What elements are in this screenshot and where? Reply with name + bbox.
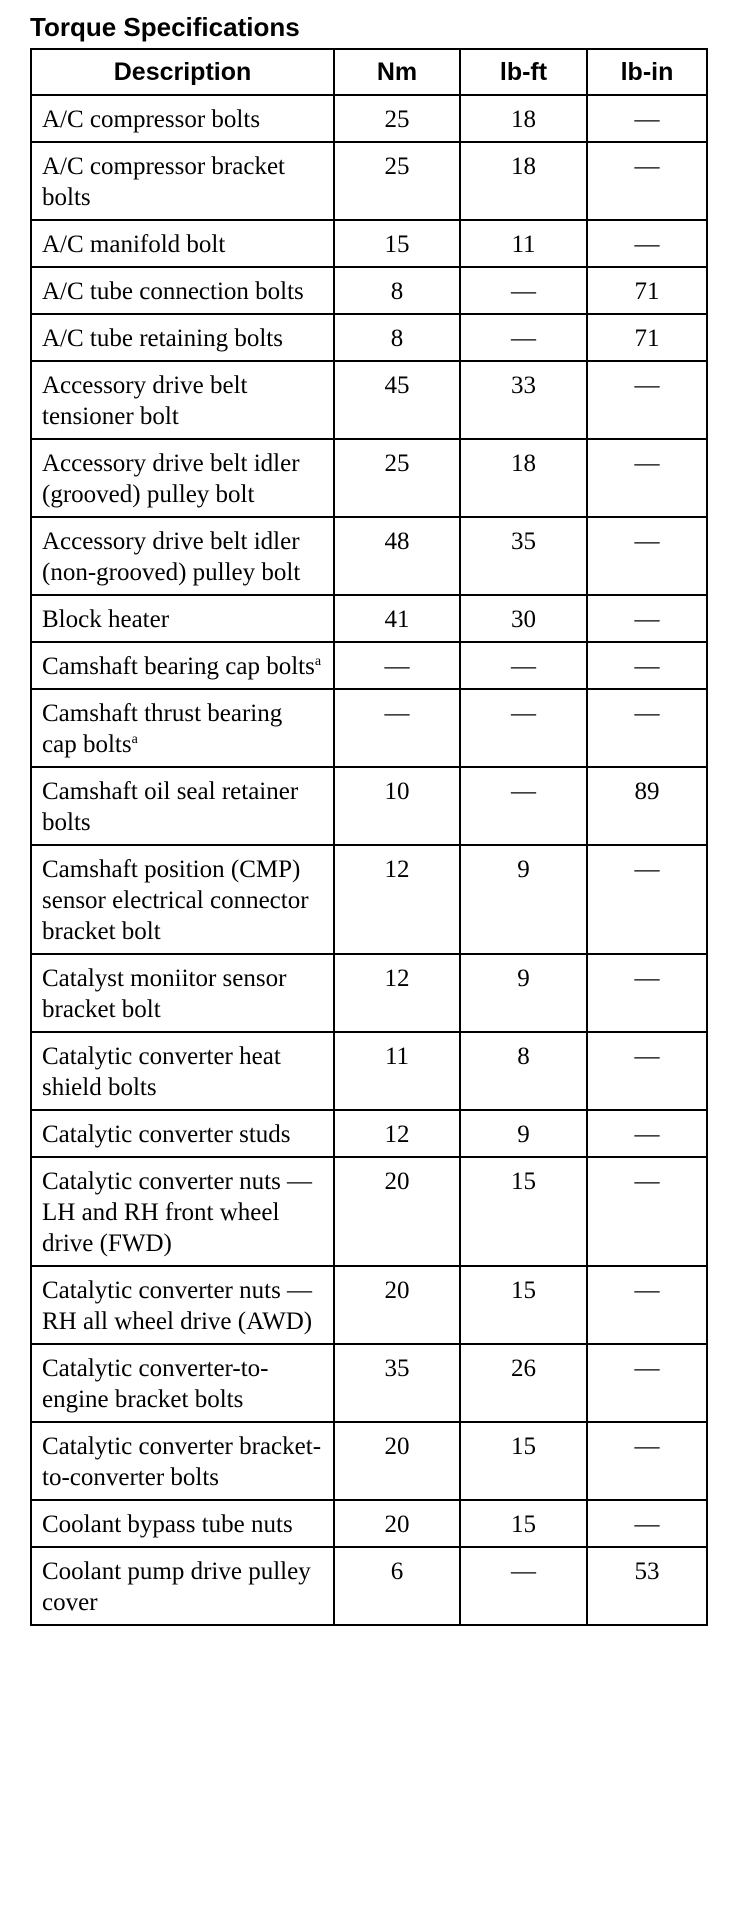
cell-nm: 25 — [334, 95, 460, 142]
cell-lbft: — — [460, 1547, 587, 1625]
table-row — [31, 1110, 707, 1157]
cell-lbin: — — [587, 1157, 707, 1266]
description-text: Catalytic converter nuts — LH and RH front wheel drive (FWD) — [42, 1168, 313, 1257]
cell-nm: 12 — [334, 1110, 460, 1157]
table-row — [31, 361, 707, 439]
column-header-lbin: lb-in — [587, 49, 707, 95]
cell-nm: 35 — [334, 1344, 460, 1422]
description-text: Accessory drive belt tensioner bolt — [42, 372, 248, 430]
cell-nm: 20 — [334, 1157, 460, 1266]
cell-description — [31, 1157, 334, 1266]
table-row — [31, 517, 707, 595]
cell-lbin: — — [587, 595, 707, 642]
cell-lbft: 9 — [460, 845, 587, 954]
table-row — [31, 314, 707, 361]
cell-description — [31, 439, 334, 517]
description-text: Camshaft bearing cap bolts — [42, 653, 315, 680]
table-row — [31, 767, 707, 845]
cell-lbft: 8 — [460, 1032, 587, 1110]
description-text: Catalyst moniitor sensor bracket bolt — [42, 965, 287, 1023]
cell-lbft: 15 — [460, 1500, 587, 1547]
description-text: A/C compressor bracket bolts — [42, 153, 285, 211]
document — [30, 10, 706, 1626]
table-row — [31, 1422, 707, 1500]
cell-lbin: — — [587, 517, 707, 595]
column-header-lbft: lb-ft — [460, 49, 587, 95]
description-text: Camshaft oil seal retainer bolts — [42, 778, 299, 836]
table-row — [31, 439, 707, 517]
description-text: Catalytic converter heat shield bolts — [42, 1043, 281, 1101]
cell-lbin: — — [587, 642, 707, 689]
cell-nm: 45 — [334, 361, 460, 439]
cell-lbin: — — [587, 1032, 707, 1110]
cell-lbin: — — [587, 439, 707, 517]
cell-nm: 20 — [334, 1422, 460, 1500]
cell-lbft: — — [460, 767, 587, 845]
table-row — [31, 845, 707, 954]
cell-nm: — — [334, 642, 460, 689]
cell-description — [31, 361, 334, 439]
table-row — [31, 595, 707, 642]
table-row — [31, 220, 707, 267]
table-row — [31, 95, 707, 142]
description-text: Accessory drive belt idler (non-grooved) pulley bolt — [42, 528, 301, 586]
description-text: A/C tube connection bolts — [42, 278, 304, 305]
table-row — [31, 1500, 707, 1547]
cell-description — [31, 1500, 334, 1547]
description-text: Camshaft position (CMP) sensor electrical connector bracket bolt — [42, 856, 309, 945]
cell-lbft: 35 — [460, 517, 587, 595]
cell-lbin: — — [587, 689, 707, 767]
description-text: A/C manifold bolt — [42, 231, 226, 258]
table-row — [31, 1157, 707, 1266]
cell-description — [31, 1110, 334, 1157]
cell-lbin: — — [587, 1266, 707, 1344]
table-row — [31, 954, 707, 1032]
cell-lbin: 71 — [587, 314, 707, 361]
table-row — [31, 1266, 707, 1344]
table-row — [31, 142, 707, 220]
cell-description — [31, 642, 334, 689]
cell-description — [31, 1344, 334, 1422]
description-text: Catalytic converter nuts — RH all wheel drive (AWD) — [42, 1277, 313, 1335]
cell-description — [31, 220, 334, 267]
torque-spec-table — [30, 48, 708, 1626]
cell-nm: 20 — [334, 1500, 460, 1547]
cell-description — [31, 595, 334, 642]
table-row — [31, 1032, 707, 1110]
cell-nm: 8 — [334, 267, 460, 314]
cell-lbin: — — [587, 1110, 707, 1157]
cell-lbin: — — [587, 95, 707, 142]
table-header-row — [31, 49, 707, 95]
description-text: Coolant bypass tube nuts — [42, 1511, 293, 1538]
cell-nm: 25 — [334, 142, 460, 220]
table-row — [31, 689, 707, 767]
cell-nm: 8 — [334, 314, 460, 361]
cell-lbin: — — [587, 361, 707, 439]
cell-lbin: 89 — [587, 767, 707, 845]
cell-nm: 20 — [334, 1266, 460, 1344]
cell-lbft: — — [460, 314, 587, 361]
cell-description — [31, 845, 334, 954]
table-row — [31, 1344, 707, 1422]
column-header-description: Description — [31, 49, 334, 95]
description-text: Catalytic converter-to-engine bracket bolts — [42, 1355, 269, 1413]
cell-lbin: — — [587, 1344, 707, 1422]
cell-nm: 48 — [334, 517, 460, 595]
cell-lbin: 71 — [587, 267, 707, 314]
footnote-marker: a — [314, 654, 322, 669]
cell-lbft: 30 — [460, 595, 587, 642]
cell-nm: 41 — [334, 595, 460, 642]
cell-lbin: — — [587, 220, 707, 267]
cell-nm: 25 — [334, 439, 460, 517]
description-text: Block heater — [42, 606, 170, 633]
cell-lbin: — — [587, 1422, 707, 1500]
description-text: A/C compressor bolts — [42, 106, 261, 133]
cell-description — [31, 954, 334, 1032]
cell-nm: 12 — [334, 845, 460, 954]
cell-nm: 6 — [334, 1547, 460, 1625]
cell-lbin: 53 — [587, 1547, 707, 1625]
cell-description — [31, 142, 334, 220]
cell-lbft: 18 — [460, 142, 587, 220]
cell-lbft: 9 — [460, 954, 587, 1032]
cell-description — [31, 1032, 334, 1110]
cell-lbft: 33 — [460, 361, 587, 439]
description-text: Coolant pump drive pulley cover — [42, 1558, 311, 1616]
cell-description — [31, 1266, 334, 1344]
cell-nm: 15 — [334, 220, 460, 267]
cell-lbft: 18 — [460, 95, 587, 142]
cell-lbft: 15 — [460, 1266, 587, 1344]
cell-lbin: — — [587, 845, 707, 954]
footnote-marker: a — [131, 732, 138, 747]
cell-lbin: — — [587, 1500, 707, 1547]
description-text: A/C tube retaining bolts — [42, 325, 283, 352]
cell-nm: 11 — [334, 1032, 460, 1110]
cell-nm: — — [334, 689, 460, 767]
table-row — [31, 642, 707, 689]
description-text: Camshaft thrust bearing cap bolts — [42, 700, 283, 758]
column-header-nm: Nm — [334, 49, 460, 95]
cell-lbft: — — [460, 267, 587, 314]
cell-lbft: 9 — [460, 1110, 587, 1157]
table-row — [31, 267, 707, 314]
cell-lbft: 18 — [460, 439, 587, 517]
cell-description — [31, 767, 334, 845]
cell-description — [31, 1547, 334, 1625]
cell-lbft: 11 — [460, 220, 587, 267]
cell-description — [31, 314, 334, 361]
cell-lbft: 26 — [460, 1344, 587, 1422]
description-text: Accessory drive belt idler (grooved) pulley bolt — [42, 450, 300, 508]
cell-lbft: 15 — [460, 1422, 587, 1500]
cell-description — [31, 1422, 334, 1500]
cell-nm: 10 — [334, 767, 460, 845]
cell-description — [31, 95, 334, 142]
cell-description — [31, 517, 334, 595]
cell-lbft: — — [460, 689, 587, 767]
cell-description — [31, 689, 334, 767]
table-row — [31, 1547, 707, 1625]
cell-lbin: — — [587, 954, 707, 1032]
cell-lbin: — — [587, 142, 707, 220]
cell-description — [31, 267, 334, 314]
cell-lbft: — — [460, 642, 587, 689]
cell-lbft: 15 — [460, 1157, 587, 1266]
page-title: Torque Specifications — [30, 12, 300, 42]
description-text: Catalytic converter studs — [42, 1121, 291, 1148]
description-text: Catalytic converter bracket-to-converter bolts — [42, 1433, 322, 1491]
cell-nm: 12 — [334, 954, 460, 1032]
